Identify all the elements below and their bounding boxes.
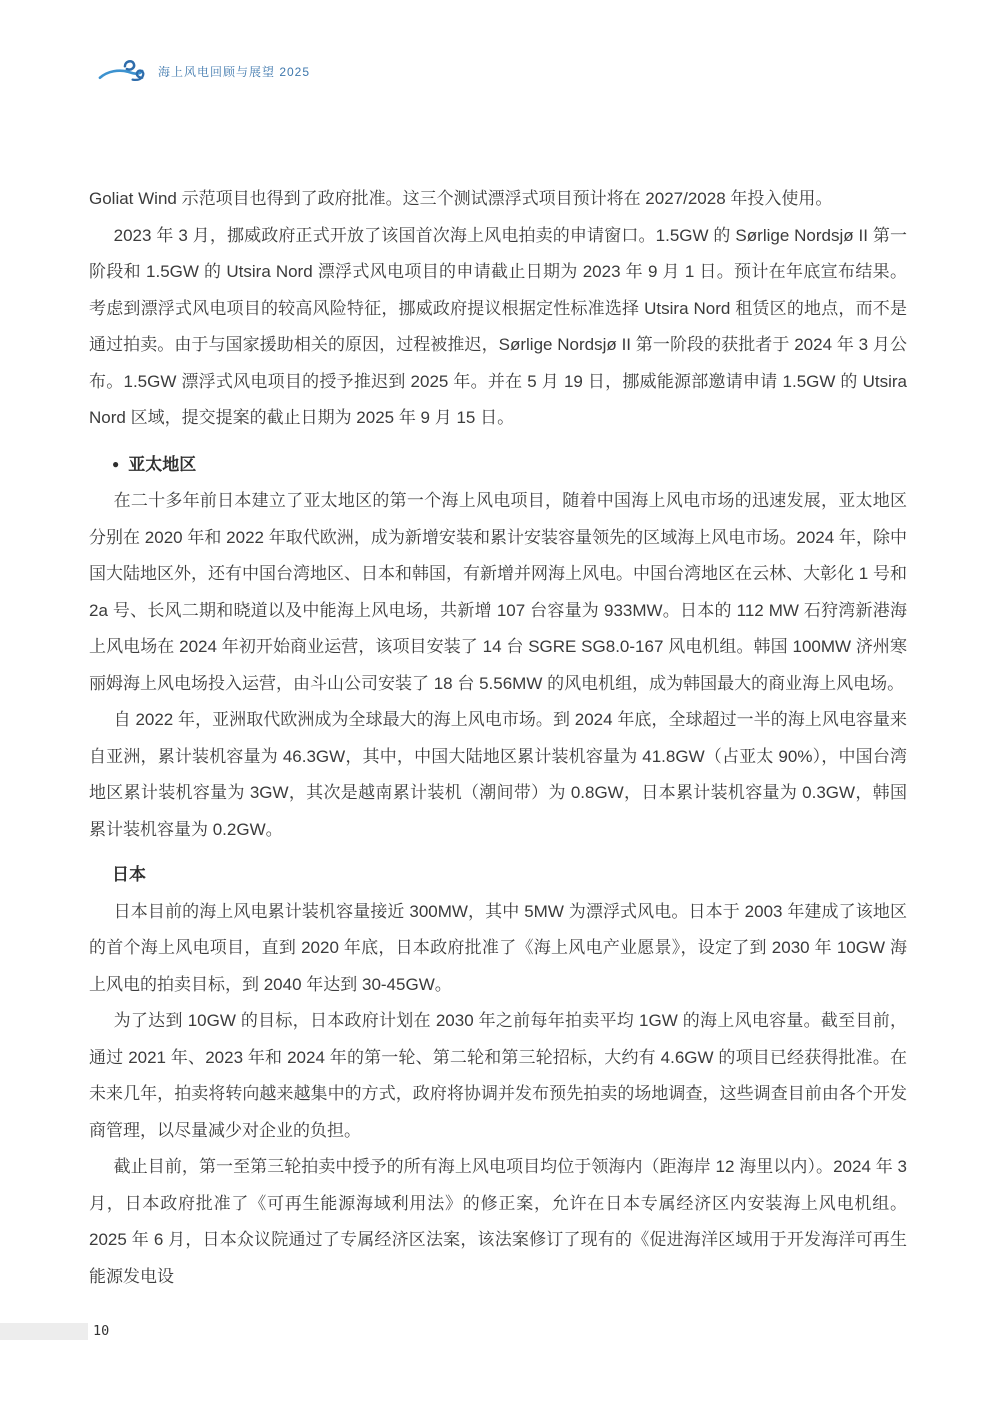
section-heading-apac-label: 亚太地区 (128, 454, 197, 474)
document-body (89, 181, 907, 1295)
report-title: 海上风电回顾与展望 2025 (158, 64, 311, 79)
section-heading-apac (112, 446, 907, 484)
wind-wave-logo-icon (98, 57, 148, 85)
page-header (98, 57, 310, 85)
bullet-icon: ● (112, 456, 120, 471)
paragraph-japan-auction-plan: 为了达到 10GW 的目标，日本政府计划在 2030 年之前每年拍卖平均 1GW 的海上风电容量。截至目前，通过 2021 年、2023 年和 2024 年的第一轮、第二轮和第三轮招标，大约有 4.6GW 的项目已经获得批准。在未来几年，拍卖将转向越来越集中的方式，政府将协调并发布预先拍卖的场地调查，这些调查目前由各个开发商管理，以尽量减少对企业的负担。 (89, 1011, 907, 1140)
section-heading-japan (112, 857, 907, 894)
page-number: 10 (93, 1323, 110, 1339)
paragraph-japan-eez-law: 截止目前，第一至第三轮拍卖中授予的所有海上风电项目均位于领海内（距海岸 12 海里以内）。2024 年 3 月，日本政府批准了《可再生能源海域利用法》的修正案，允许在日本专属经济区内安装海上风电机组。2025 年 6 月，日本众议院通过了专属经济区法案，该法案修订了现有的《促进海洋区域用于开发海洋可再生能源发电设 (89, 1157, 907, 1286)
paragraph-norway-auction: 2023 年 3 月，挪威政府正式开放了该国首次海上风电拍卖的申请窗口。1.5GW 的 Sørlige Nordsjø II 第一阶段和 1.5GW 的 Utsira Nord 漂浮式风电项目的申请截止日期为 2023 年 9 月 1 日。预计在年底宣布结果。考虑到漂浮式风电项目的较高风险特征，挪威政府提议根据定性标准选择 Utsira Nord 租赁区的地点，而不是通过拍卖。由于与国家援助相关的原因，过程被推迟，Sørlige Nordsjø II 第一阶段的获批者于 2024 年 3 月公布。1.5GW 漂浮式风电项目的授予推迟到 2025 年。并在 5 月 19 日，挪威能源部邀请申请 1.5GW 的 Utsira Nord 区域，提交提案的截止日期为 2025 年 9 月 15 日。 (89, 225, 907, 427)
paragraph-apac-overview: 在二十多年前日本建立了亚太地区的第一个海上风电项目，随着中国海上风电市场的迅速发展，亚太地区分别在 2020 年和 2022 年取代欧洲，成为新增安装和累计安装容量领先的区域海上风电市场。2024 年，除中国大陆地区外，还有中国台湾地区、日本和韩国，有新增并网海上风电。中国台湾地区在云林、大彰化 1 号和 2a 号、长风二期和晓道以及中能海上风电场，共新增 107 台容量为 933MW。日本的 112 MW 石狩湾新港海上风电场在 2024 年初开始商业运营，该项目安装了 14 台 SGRE SG8.0-167 风电机组。韩国 100MW 济州寒丽姆海上风电场投入运营，由斗山公司安装了 18 台 5.56MW 的风电机组，成为韩国最大的商业海上风电场。 (89, 491, 907, 693)
footer-decoration-bar (0, 1323, 88, 1340)
paragraph-goliat-wind: Goliat Wind 示范项目也得到了政府批准。这三个测试漂浮式项目预计将在 2027/2028 年投入使用。 (89, 189, 833, 208)
paragraph-japan-overview: 日本目前的海上风电累计装机容量接近 300MW，其中 5MW 为漂浮式风电。日本于 2003 年建成了该地区的首个海上风电项目，直到 2020 年底，日本政府批准了《海上风电产业愿景》，设定了到 2030 年 10GW 海上风电的拍卖目标，到 2040 年达到 30-45GW。 (89, 901, 907, 994)
paragraph-asia-capacity: 自 2022 年，亚洲取代欧洲成为全球最大的海上风电市场。到 2024 年底，全球超过一半的海上风电容量来自亚洲，累计装机容量为 46.3GW，其中，中国大陆地区累计装机容量为 41.8GW（占亚太 90%），中国台湾地区累计装机容量为 3GW，其次是越南累计装机（潮间带）为 0.8GW，日本累计装机容量为 0.3GW，韩国累计装机容量为 0.2GW。 (89, 710, 907, 839)
section-heading-japan-label: 日本 (112, 865, 146, 884)
